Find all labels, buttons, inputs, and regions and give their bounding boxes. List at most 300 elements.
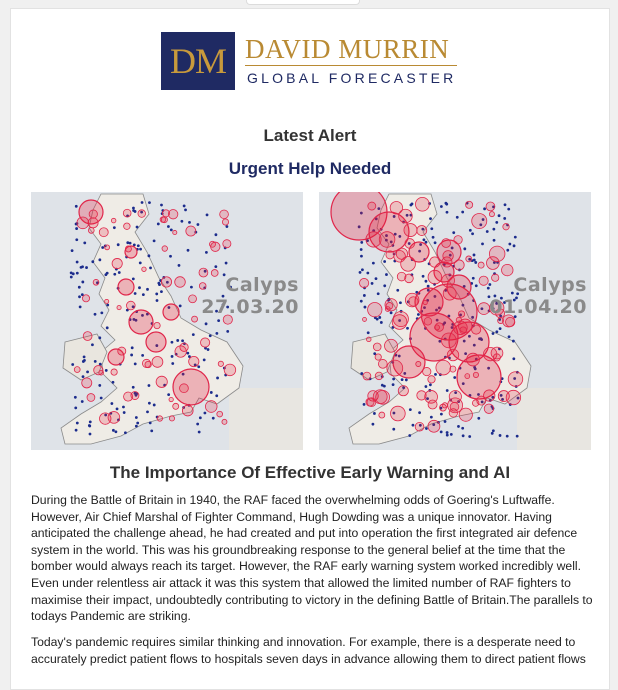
case-circle xyxy=(373,343,381,351)
case-dot xyxy=(360,241,363,244)
case-circle xyxy=(74,367,80,373)
case-dot xyxy=(149,421,152,424)
case-dot xyxy=(363,294,366,297)
case-dot xyxy=(82,375,85,378)
case-dot xyxy=(183,205,186,208)
case-circle xyxy=(443,251,453,261)
case-dot xyxy=(141,201,144,204)
case-dot xyxy=(171,362,174,365)
case-circle xyxy=(386,251,394,259)
case-dot xyxy=(390,311,393,314)
case-circle xyxy=(363,372,371,380)
case-dot xyxy=(469,229,472,232)
case-circle xyxy=(487,257,500,270)
case-dot xyxy=(360,248,363,251)
case-dot xyxy=(210,391,213,394)
case-circle xyxy=(428,270,442,284)
case-dot xyxy=(411,203,414,206)
logo-monogram: DM xyxy=(161,32,235,90)
case-circle xyxy=(417,225,427,235)
case-dot xyxy=(196,423,199,426)
case-dot xyxy=(445,203,448,206)
case-dot xyxy=(153,404,156,407)
case-circle xyxy=(405,274,414,283)
case-circle xyxy=(363,317,367,321)
case-circle xyxy=(142,267,146,271)
case-dot xyxy=(452,231,455,234)
case-dot xyxy=(99,363,102,366)
case-dot xyxy=(71,363,74,366)
case-dot xyxy=(146,410,149,413)
case-dot xyxy=(446,431,449,434)
case-dot xyxy=(481,242,484,245)
case-dot xyxy=(112,381,115,384)
case-dot xyxy=(207,348,210,351)
case-dot xyxy=(110,402,113,405)
case-dot xyxy=(89,433,92,436)
case-circle xyxy=(123,209,131,217)
case-dot xyxy=(160,204,163,207)
case-circle xyxy=(375,354,381,360)
case-dot xyxy=(432,236,435,239)
case-dot xyxy=(372,423,375,426)
case-dot xyxy=(130,354,133,357)
case-dot xyxy=(106,272,109,275)
case-dot xyxy=(477,417,480,420)
case-dot xyxy=(217,319,220,322)
case-circle xyxy=(506,317,515,326)
case-dot xyxy=(440,430,443,433)
case-dot xyxy=(85,266,88,269)
case-dot xyxy=(385,273,388,276)
case-dot xyxy=(360,300,363,303)
case-dot xyxy=(74,396,77,399)
case-circle xyxy=(173,230,177,234)
case-circle xyxy=(484,390,495,401)
case-circle xyxy=(401,257,416,272)
case-dot xyxy=(156,299,159,302)
case-dot xyxy=(122,406,125,409)
case-dot xyxy=(116,407,119,410)
case-circle xyxy=(478,262,484,268)
case-dot xyxy=(446,211,449,214)
case-circle xyxy=(430,257,440,267)
case-dot xyxy=(418,411,421,414)
case-dot xyxy=(178,264,181,267)
case-dot xyxy=(503,217,506,220)
article-paragraph-1: During the Battle of Britain in 1940, the RAF faced the overwhelming odds of Goering's Luftwaffe. However, Air Chief Marshal of Fighter Command, Hugh Dowding was a unique innovator. Having anticipated the challenge ahead, he had created and put into operation the first integrated air defence system in the world. This was his groundbreaking response to the general belief at the time that the bomber would always reach its target. However, the RAF early warning system worked incredibly well. Even under relentless air attack it was this system that allowed the limited number of RAF fighters to maximise their impact, undoubtedly contributing to victory in the defining Battle of Britain.The parallels to todays Pandemic are striking. xyxy=(31,493,593,624)
case-dot xyxy=(148,201,151,204)
case-dot xyxy=(392,378,395,381)
case-dot xyxy=(399,301,402,304)
case-circle xyxy=(441,333,456,348)
case-dot xyxy=(187,249,190,252)
case-circle xyxy=(131,392,139,400)
case-dot xyxy=(184,209,187,212)
case-dot xyxy=(446,434,449,437)
case-dot xyxy=(188,221,191,224)
case-dot xyxy=(203,358,206,361)
case-dot xyxy=(409,408,412,411)
case-circle xyxy=(458,311,464,317)
case-circle xyxy=(436,360,451,375)
case-circle xyxy=(405,239,415,249)
case-dot xyxy=(147,254,150,257)
case-dot xyxy=(114,430,117,433)
case-dot xyxy=(76,422,79,425)
case-dot xyxy=(98,258,101,261)
case-circle xyxy=(378,359,387,368)
case-dot xyxy=(372,262,375,265)
case-dot xyxy=(134,362,137,365)
case-circle xyxy=(180,384,189,393)
case-circle xyxy=(454,236,462,244)
case-dot xyxy=(463,247,466,250)
case-dot xyxy=(412,424,415,427)
case-circle xyxy=(478,303,490,315)
case-circle xyxy=(205,401,217,413)
case-dot xyxy=(106,326,109,329)
case-dot xyxy=(366,272,369,275)
case-circle xyxy=(217,411,223,417)
case-dot xyxy=(199,416,202,419)
case-dot xyxy=(132,209,135,212)
case-circle xyxy=(415,197,429,211)
case-circle xyxy=(450,402,459,411)
case-dot xyxy=(171,341,174,344)
case-dot xyxy=(101,246,104,249)
case-circle xyxy=(77,217,89,229)
window-tab xyxy=(246,0,360,5)
case-dot xyxy=(205,251,208,254)
case-circle xyxy=(442,239,451,248)
case-dot xyxy=(105,369,108,372)
case-circle xyxy=(105,299,109,303)
case-circle xyxy=(486,202,495,211)
case-dot xyxy=(117,243,120,246)
case-circle xyxy=(157,416,162,421)
case-circle xyxy=(368,202,376,210)
case-dot xyxy=(434,373,437,376)
case-dot xyxy=(506,249,509,252)
case-dot xyxy=(486,230,489,233)
case-dot xyxy=(70,272,73,275)
case-dot xyxy=(492,429,495,432)
case-circle xyxy=(454,260,464,270)
case-dot xyxy=(170,228,173,231)
case-circle xyxy=(359,278,368,287)
case-dot xyxy=(408,434,411,437)
case-dot xyxy=(430,416,433,419)
case-dot xyxy=(197,223,200,226)
case-circle xyxy=(466,256,472,262)
case-dot xyxy=(171,355,174,358)
article-paragraph-2: Today's pandemic requires similar thinking and innovation. For example, there is a desperate need to accurately predict patient flows to hospitals seven days in advance allowing them to direct patient flows xyxy=(31,635,586,666)
case-dot xyxy=(434,241,437,244)
case-circle xyxy=(224,364,236,376)
case-dot xyxy=(100,397,103,400)
case-dot xyxy=(167,225,170,228)
case-circle xyxy=(508,372,523,387)
case-dot xyxy=(499,327,502,330)
case-dot xyxy=(94,360,97,363)
case-dot xyxy=(475,284,478,287)
case-circle xyxy=(169,397,173,401)
case-dot xyxy=(376,318,379,321)
case-circle xyxy=(105,245,110,250)
case-dot xyxy=(88,425,91,428)
case-circle xyxy=(473,372,478,377)
case-circle xyxy=(222,219,228,225)
case-dot xyxy=(160,290,163,293)
case-dot xyxy=(132,207,135,210)
case-dot xyxy=(377,292,380,295)
case-dot xyxy=(206,213,209,216)
case-dot xyxy=(422,275,425,278)
logo-name: DAVID MURRIN xyxy=(245,34,450,64)
case-dot xyxy=(86,370,89,373)
case-dot xyxy=(495,221,498,224)
case-dot xyxy=(492,228,495,231)
case-circle xyxy=(88,228,94,234)
case-dot xyxy=(440,205,443,208)
case-dot xyxy=(461,427,464,430)
case-circle xyxy=(186,226,196,236)
case-dot xyxy=(425,280,428,283)
case-dot xyxy=(396,289,399,292)
case-circle xyxy=(443,287,456,300)
case-circle xyxy=(376,390,390,404)
case-dot xyxy=(83,241,86,244)
case-circle xyxy=(218,361,223,366)
case-circle xyxy=(506,390,520,404)
case-circle xyxy=(442,274,455,287)
email-card xyxy=(10,8,610,690)
case-dot xyxy=(180,220,183,223)
case-circle xyxy=(450,366,456,372)
case-circle xyxy=(89,210,97,218)
case-dot xyxy=(148,402,151,405)
case-dot xyxy=(137,244,140,247)
case-dot xyxy=(383,260,386,263)
case-dot xyxy=(491,432,494,435)
case-circle xyxy=(385,339,398,352)
case-circle xyxy=(154,322,160,328)
case-circle xyxy=(163,304,179,320)
case-dot xyxy=(150,430,153,433)
case-dot xyxy=(214,265,217,268)
case-dot xyxy=(113,273,116,276)
case-circle xyxy=(442,403,447,408)
case-dot xyxy=(78,295,81,298)
case-dot xyxy=(123,411,126,414)
case-circle xyxy=(117,305,121,309)
case-circle xyxy=(82,378,92,388)
case-circle xyxy=(129,310,153,334)
case-dot xyxy=(508,243,511,246)
case-circle xyxy=(435,323,443,331)
case-circle xyxy=(415,288,443,316)
case-circle xyxy=(386,302,393,309)
case-circle xyxy=(368,302,382,316)
case-dot xyxy=(375,277,378,280)
case-dot xyxy=(392,428,395,431)
case-dot xyxy=(179,304,182,307)
map-image-2[interactable] xyxy=(319,192,591,450)
case-dot xyxy=(427,285,430,288)
case-circle xyxy=(472,400,479,407)
map-image-1[interactable] xyxy=(31,192,303,450)
case-circle xyxy=(93,279,99,285)
logo-tagline: GLOBAL FORECASTER xyxy=(247,70,457,86)
case-circle xyxy=(416,361,421,366)
case-dot xyxy=(83,359,86,362)
case-circle xyxy=(99,228,108,237)
map-label-value-2: 01.04.20 xyxy=(489,296,587,318)
case-circle xyxy=(398,386,408,396)
case-dot xyxy=(132,386,135,389)
case-dot xyxy=(462,434,465,437)
case-dot xyxy=(153,239,156,242)
case-circle xyxy=(367,398,376,407)
case-circle xyxy=(161,217,167,223)
article-title: The Importance Of Effective Early Warning and AI xyxy=(109,463,511,482)
case-circle xyxy=(366,232,381,247)
case-dot xyxy=(129,242,132,245)
case-dot xyxy=(80,266,83,269)
case-dot xyxy=(155,293,158,296)
case-dot xyxy=(360,255,363,258)
case-dot xyxy=(429,383,432,386)
case-dot xyxy=(371,282,374,285)
case-dot xyxy=(359,271,362,274)
case-dot xyxy=(132,277,135,280)
case-dot xyxy=(192,333,195,336)
case-dot xyxy=(361,268,364,271)
case-dot xyxy=(373,412,376,415)
case-circle xyxy=(168,209,177,218)
map-images xyxy=(31,192,591,450)
case-dot xyxy=(79,306,82,309)
case-dot xyxy=(457,425,460,428)
case-circle xyxy=(479,276,488,285)
logo-divider xyxy=(245,65,457,66)
case-dot xyxy=(512,357,515,360)
case-dot xyxy=(83,355,86,358)
map-label-date-1 xyxy=(201,274,299,318)
case-dot xyxy=(498,214,501,217)
case-circle xyxy=(118,279,134,295)
case-dot xyxy=(176,339,179,342)
case-circle xyxy=(126,301,135,310)
case-dot xyxy=(440,413,443,416)
case-dot xyxy=(139,248,142,251)
case-circle xyxy=(118,347,126,355)
case-dot xyxy=(91,343,94,346)
case-circle xyxy=(391,406,406,421)
case-dot xyxy=(424,385,427,388)
case-circle xyxy=(192,316,198,322)
case-circle xyxy=(387,360,403,376)
case-circle xyxy=(460,327,467,334)
case-dot xyxy=(197,365,200,368)
case-dot xyxy=(75,205,78,208)
continent-land xyxy=(517,388,591,450)
case-circle xyxy=(82,295,89,302)
case-dot xyxy=(226,225,229,228)
case-circle xyxy=(99,370,104,375)
case-circle xyxy=(472,214,487,229)
case-dot xyxy=(139,261,142,264)
case-circle xyxy=(220,210,229,219)
case-dot xyxy=(135,416,138,419)
case-dot xyxy=(446,389,449,392)
case-dot xyxy=(98,384,101,387)
case-dot xyxy=(380,321,383,324)
case-circle xyxy=(392,315,407,330)
case-circle xyxy=(189,356,199,366)
brand-logo[interactable] xyxy=(161,32,461,92)
case-circle xyxy=(211,242,220,251)
case-dot xyxy=(493,239,496,242)
case-dot xyxy=(78,286,81,289)
case-circle xyxy=(415,422,424,431)
case-dot xyxy=(425,427,428,430)
case-dot xyxy=(113,226,116,229)
case-dot xyxy=(141,354,144,357)
case-dot xyxy=(70,276,73,279)
case-dot xyxy=(492,332,495,335)
case-circle xyxy=(466,201,473,208)
case-dot xyxy=(444,420,447,423)
case-circle xyxy=(189,295,197,303)
case-dot xyxy=(186,352,189,355)
case-circle xyxy=(456,317,461,322)
case-dot xyxy=(216,377,219,380)
case-dot xyxy=(112,429,115,432)
case-dot xyxy=(149,266,152,269)
case-circle xyxy=(87,394,95,402)
case-dot xyxy=(205,322,208,325)
case-dot xyxy=(508,335,511,338)
case-dot xyxy=(226,330,229,333)
case-dot xyxy=(91,260,94,263)
case-dot xyxy=(167,393,170,396)
case-dot xyxy=(209,334,212,337)
case-dot xyxy=(215,233,218,236)
case-dot xyxy=(89,420,92,423)
case-dot xyxy=(406,327,409,330)
case-dot xyxy=(506,435,509,438)
case-dot xyxy=(94,313,97,316)
case-dot xyxy=(142,293,145,296)
case-circle xyxy=(489,212,494,217)
case-circle xyxy=(405,293,419,307)
case-dot xyxy=(136,422,139,425)
case-dot xyxy=(364,306,367,309)
case-dot xyxy=(456,216,459,219)
case-dot xyxy=(131,346,134,349)
case-dot xyxy=(450,433,453,436)
case-dot xyxy=(81,281,84,284)
case-circle xyxy=(222,419,227,424)
case-circle xyxy=(472,325,481,334)
case-dot xyxy=(507,208,510,211)
case-dot xyxy=(225,262,228,265)
case-circle xyxy=(112,258,122,268)
case-circle xyxy=(152,356,163,367)
case-dot xyxy=(190,286,193,289)
